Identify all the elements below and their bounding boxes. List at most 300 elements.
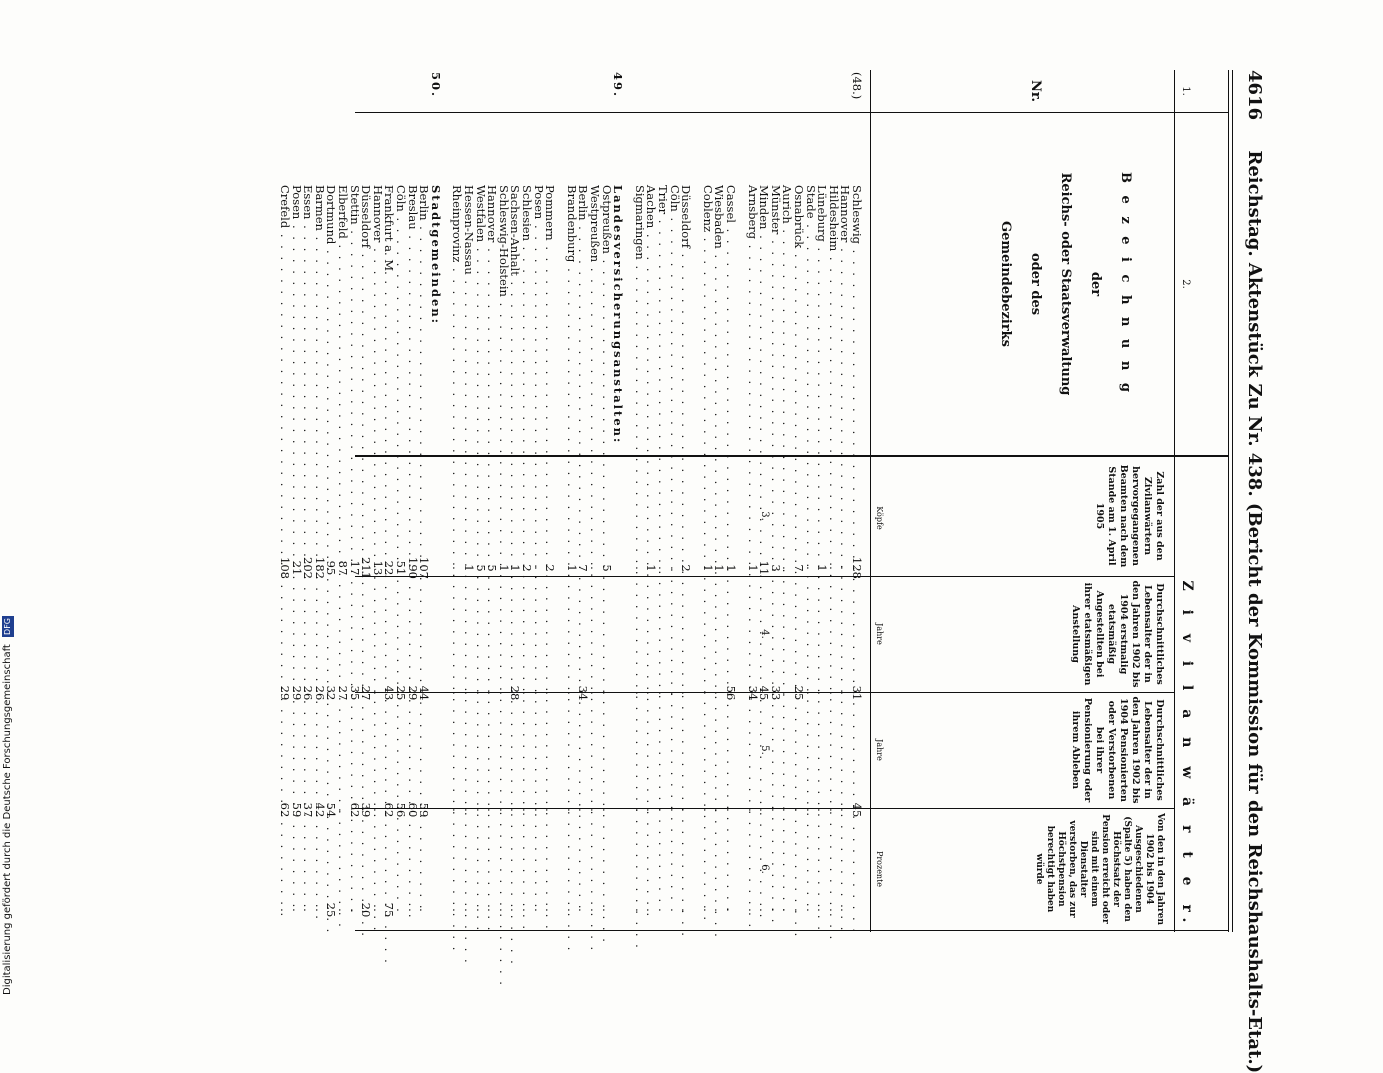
table-row xyxy=(279,70,291,930)
table-row xyxy=(577,70,589,930)
age-anstellung: . xyxy=(450,691,465,695)
count-beamte: . xyxy=(838,566,853,570)
row-label: Münster . . . xyxy=(770,185,782,515)
count-beamte: . xyxy=(632,566,647,570)
count-beamte: 1 xyxy=(745,564,760,572)
age-anstellung: . xyxy=(838,691,853,695)
count-beamte: 51 xyxy=(394,560,408,576)
age-pensionierung: . xyxy=(473,808,488,812)
age-anstellung: . xyxy=(370,691,385,695)
age-pensionierung: . xyxy=(588,808,602,812)
percent-hoechstpension: . xyxy=(780,908,795,912)
row-label: Westfalen . . . xyxy=(475,185,487,515)
age-anstellung: 27 xyxy=(359,685,374,701)
percent-hoechstpension: . xyxy=(564,908,579,912)
row-label: Lüneburg . . . xyxy=(816,185,828,515)
age-pensionierung: . xyxy=(520,808,534,812)
row-label: Stettin . . . xyxy=(349,185,361,515)
count-beamte: 3 xyxy=(768,564,783,572)
percent-hoechstpension: . xyxy=(826,908,841,912)
count-beamte: 87 xyxy=(336,560,350,576)
age-anstellung: . xyxy=(599,691,614,695)
table-row xyxy=(770,70,782,930)
count-beamte: . xyxy=(826,566,841,570)
unit-column-4: Jahre xyxy=(875,623,884,645)
age-anstellung: 34 xyxy=(576,685,591,701)
age-pensionierung: . xyxy=(700,808,715,812)
percent-hoechstpension: . xyxy=(667,908,682,912)
age-anstellung: . xyxy=(564,691,579,695)
column-number-1: 1. xyxy=(1180,86,1191,96)
dfg-logo: DFG xyxy=(3,618,12,635)
percent-hoechstpension: . xyxy=(543,908,558,912)
count-beamte: . xyxy=(656,566,670,570)
percent-hoechstpension: . xyxy=(700,908,715,912)
count-beamte: 1 xyxy=(496,564,511,572)
row-label: Schlesien . . . xyxy=(521,185,533,515)
section-number: 49. xyxy=(611,72,626,99)
page-header xyxy=(1237,70,1265,1073)
age-pensionierung: . xyxy=(780,808,795,812)
table-row xyxy=(725,70,737,930)
count-beamte: 1 xyxy=(724,564,738,572)
table-row xyxy=(521,70,533,930)
percent-hoechstpension: . xyxy=(768,908,783,912)
count-beamte: 1 xyxy=(462,564,476,572)
count-beamte: . xyxy=(803,566,818,570)
row-label: Aurich . . . xyxy=(781,185,793,515)
age-pensionierung: . xyxy=(656,808,670,812)
age-pensionierung: . xyxy=(679,808,694,812)
age-pensionierung: . xyxy=(485,808,500,812)
row-label: Westpreußen . . . xyxy=(589,185,601,515)
table-row xyxy=(793,70,805,930)
table-row xyxy=(805,70,817,930)
age-anstellung: . xyxy=(644,691,659,695)
age-pensionierung: 42 xyxy=(312,802,327,818)
percent-hoechstpension: . xyxy=(485,908,500,912)
age-anstellung: . xyxy=(473,691,488,695)
table-row xyxy=(337,70,349,930)
age-pensionierung: . xyxy=(644,808,659,812)
table-row xyxy=(372,70,384,930)
row-label: Elberfeld . . . xyxy=(337,185,349,515)
row-label: Berlin . . . xyxy=(577,185,589,515)
row-label: Hannover . . . xyxy=(486,185,498,515)
row-label: Ostpreußen . . . xyxy=(601,185,613,515)
age-pensionierung: . xyxy=(543,808,558,812)
count-beamte: 11 xyxy=(757,560,772,576)
age-pensionierung: 62 xyxy=(278,802,292,818)
header-bezeichnung-line4: oder des xyxy=(1028,252,1043,316)
age-pensionierung: 45 xyxy=(850,802,864,818)
table-row xyxy=(418,70,430,930)
section-number: (48.) xyxy=(850,72,864,100)
table-row xyxy=(544,70,556,930)
table-row xyxy=(634,70,646,930)
percent-hoechstpension: . xyxy=(278,908,292,912)
unit-column-3: Köpfe xyxy=(875,506,884,530)
table-row xyxy=(851,70,863,930)
section-title-row xyxy=(430,70,442,930)
table-row xyxy=(302,70,314,930)
percent-hoechstpension: . xyxy=(632,908,647,912)
table-row xyxy=(816,70,828,930)
count-beamte: 2 xyxy=(543,564,558,572)
count-beamte: . xyxy=(450,566,465,570)
row-label: Cöln . . . xyxy=(395,185,407,515)
row-label: Trier . . . xyxy=(657,185,669,515)
row-label: Hildesheim . . . xyxy=(828,185,840,515)
percent-hoechstpension: . xyxy=(712,908,727,912)
age-pensionierung: . xyxy=(838,808,853,812)
table-row xyxy=(828,70,840,930)
header-rule xyxy=(1232,70,1233,932)
header-bezeichnung-line2: der xyxy=(1088,271,1103,297)
table-row xyxy=(669,70,681,930)
age-pensionierung: . xyxy=(667,808,682,812)
page-title: Reichstag. Aktenstück Zu Nr. 438. (Bericht der Kommission für den Reichshaushalts-Etat.) xyxy=(1244,150,1265,1073)
row-label: Stade . . . xyxy=(805,185,817,515)
percent-hoechstpension: . xyxy=(792,908,806,912)
table-row xyxy=(498,70,510,930)
age-anstellung: 25 xyxy=(394,685,408,701)
table-row xyxy=(395,70,407,930)
table-row xyxy=(702,70,714,930)
percent-hoechstpension: . xyxy=(520,908,534,912)
age-anstellung: 44 xyxy=(417,685,432,701)
row-label: Düsseldorf . . . xyxy=(680,185,692,515)
age-pensionierung: 62 xyxy=(382,802,397,818)
table-row xyxy=(747,70,759,930)
age-pensionierung: . xyxy=(370,808,385,812)
age-anstellung: . xyxy=(520,691,534,695)
percent-hoechstpension: . xyxy=(417,908,432,912)
age-anstellung: 27 xyxy=(336,685,350,701)
percent-hoechstpension: . xyxy=(803,908,818,912)
count-beamte: 22 xyxy=(382,560,397,576)
row-label: Brandenburg . . . xyxy=(566,185,578,515)
count-beamte: 5 xyxy=(599,564,614,572)
percent-hoechstpension: . xyxy=(370,908,385,912)
percent-hoechstpension: . xyxy=(508,908,523,912)
row-label: Düsseldorf . . . xyxy=(360,185,372,515)
table-row xyxy=(407,70,419,930)
percent-hoechstpension: . xyxy=(336,908,350,912)
age-anstellung: 43 xyxy=(382,685,397,701)
count-beamte: 2 xyxy=(679,564,694,572)
age-pensionierung: . xyxy=(531,808,546,812)
credit-text: Digitalisierung gefördert durch die Deutsche Forschungsgemeinschaft xyxy=(2,644,13,995)
row-label: Sigmaringen . . . xyxy=(634,185,646,515)
age-anstellung: 29 xyxy=(278,685,292,701)
age-anstellung: . xyxy=(803,691,818,695)
age-anstellung: 34 xyxy=(745,685,760,701)
age-anstellung: . xyxy=(496,691,511,695)
header-bezeichnung-line3: Reichs- oder Staatsverwaltung xyxy=(1058,172,1073,396)
age-anstellung: . xyxy=(700,691,715,695)
column-number-4: 4. xyxy=(759,629,770,639)
percent-hoechstpension: 25 xyxy=(324,902,339,918)
row-label: Hannover . . . xyxy=(839,185,851,515)
age-pensionierung: . xyxy=(508,808,523,812)
age-pensionierung: . xyxy=(768,808,783,812)
table-row xyxy=(566,70,578,930)
age-anstellung: . xyxy=(679,691,694,695)
table-row xyxy=(314,70,326,930)
header-column-4: Durchschnittliches Lebensalter der in den Jahren 1902 bis 1904 erstmalig etatsmäßig Angestellten bei ihrer etatsmäßigen Anstellung xyxy=(1070,580,1165,688)
digitization-credit xyxy=(2,5,14,995)
table-row xyxy=(463,70,475,930)
row-label: Stadtgemeinden: xyxy=(428,185,443,325)
table-row xyxy=(758,70,770,930)
header-column-5: Durchschnittliches Lebensalter der in den Jahren 1902 bis 1904 Pensionierten oder Verstorbenen bei ihrer Pensionierung oder ihrem Ableben xyxy=(1070,696,1165,804)
row-label: Osnabrück . . . xyxy=(793,185,805,515)
row-label: Berlin . . . xyxy=(418,185,430,515)
row-label: Aachen . . . xyxy=(645,185,657,515)
age-pensionierung: 37 xyxy=(301,802,316,818)
table-row xyxy=(657,70,669,930)
table-row xyxy=(325,70,337,930)
age-pensionierung: . xyxy=(803,808,818,812)
percent-hoechstpension: . xyxy=(301,908,316,912)
age-anstellung: . xyxy=(531,691,546,695)
percent-hoechstpension: . xyxy=(405,908,420,912)
age-anstellung: 29 xyxy=(405,685,420,701)
percent-hoechstpension: . xyxy=(531,908,546,912)
age-pensionierung: . xyxy=(564,808,579,812)
count-beamte: 107 xyxy=(417,557,432,579)
header-zivilanwaerter: Z i v i l a n w ä r t e r. xyxy=(1179,580,1195,930)
count-beamte: 1 xyxy=(712,564,727,572)
count-beamte: 211 xyxy=(359,557,374,579)
row-label: Essen . . . xyxy=(302,185,314,515)
table-row xyxy=(713,70,725,930)
age-anstellung: 33 xyxy=(768,685,783,701)
age-anstellung: . xyxy=(588,691,602,695)
count-beamte: 17 xyxy=(347,560,362,576)
age-pensionierung: 56 xyxy=(394,802,408,818)
percent-hoechstpension: 75 xyxy=(382,902,397,918)
count-beamte: 1 xyxy=(508,564,523,572)
header-bezeichnung-line5: Gemeindebezirks xyxy=(998,220,1013,347)
header-rule-second xyxy=(1228,70,1229,932)
age-anstellung: 28 xyxy=(508,685,523,701)
count-beamte: 5 xyxy=(485,564,500,572)
age-pensionierung: . xyxy=(815,808,830,812)
percent-hoechstpension: . xyxy=(462,908,476,912)
table-row xyxy=(839,70,851,930)
count-beamte: . xyxy=(780,566,795,570)
age-anstellung: . xyxy=(826,691,841,695)
percent-hoechstpension: . xyxy=(656,908,670,912)
row-label: Schleswig-Holstein . . . xyxy=(498,185,510,515)
row-label: Crefeld . . . xyxy=(279,185,291,515)
age-pensionierung: 60 xyxy=(405,802,420,818)
age-anstellung: 26 xyxy=(301,685,316,701)
age-anstellung: 31 xyxy=(850,685,864,701)
percent-hoechstpension: 20 xyxy=(359,902,374,918)
table-row xyxy=(645,70,657,930)
column-number-3: 3. xyxy=(759,511,770,521)
age-anstellung: . xyxy=(667,691,682,695)
age-pensionierung: . xyxy=(336,808,350,812)
count-beamte: . xyxy=(531,566,546,570)
age-pensionierung: 59 xyxy=(289,802,304,818)
percent-hoechstpension: . xyxy=(347,908,362,912)
row-label: Sachsen-Anhalt . . . xyxy=(509,185,521,515)
count-beamte: 128 xyxy=(850,557,864,579)
percent-hoechstpension: . xyxy=(289,908,304,912)
age-pensionierung: . xyxy=(599,808,614,812)
age-pensionierung: . xyxy=(712,808,727,812)
header-nr: Nr. xyxy=(1028,79,1043,103)
row-label: Wiesbaden . . . xyxy=(713,185,725,515)
count-beamte: 1 xyxy=(644,564,659,572)
count-beamte: 95 xyxy=(324,560,339,576)
table-row xyxy=(291,70,303,930)
count-beamte: 202 xyxy=(301,557,316,579)
count-beamte: 5 xyxy=(473,564,488,572)
count-beamte: 7 xyxy=(792,564,806,572)
age-pensionierung: 54 xyxy=(324,802,339,818)
row-label: Barmen . . . xyxy=(314,185,326,515)
percent-hoechstpension: . xyxy=(757,908,772,912)
row-label: Minden . . . xyxy=(758,185,770,515)
percent-hoechstpension: . xyxy=(473,908,488,912)
age-anstellung: 29 xyxy=(289,685,304,701)
percent-hoechstpension: . xyxy=(724,908,738,912)
age-pensionierung: 39 xyxy=(359,802,374,818)
age-pensionierung: . xyxy=(757,808,772,812)
header-column-3: Zahl der aus den Zivilanwärtern hervorgegangenen Beamten nach dem Stande am 1. April 1905 xyxy=(1094,464,1165,568)
age-anstellung: 26 xyxy=(312,685,327,701)
age-pensionierung: . xyxy=(792,808,806,812)
age-anstellung: 45 xyxy=(757,685,772,701)
count-beamte: 1 xyxy=(815,564,830,572)
age-pensionierung: . xyxy=(450,808,465,812)
table-row xyxy=(589,70,601,930)
age-pensionierung: . xyxy=(462,808,476,812)
row-label: Coblenz . . . xyxy=(702,185,714,515)
table-row xyxy=(383,70,395,930)
age-pensionierung: . xyxy=(745,808,760,812)
row-label: Pommern . . . xyxy=(544,185,556,515)
table-row xyxy=(486,70,498,930)
percent-hoechstpension: . xyxy=(815,908,830,912)
row-label: Hessen-Nassau . . . xyxy=(463,185,475,515)
row-label: Posen . . . xyxy=(291,185,303,515)
table-row xyxy=(451,70,463,930)
row-label: Breslau . . . xyxy=(407,185,419,515)
column-header-rule xyxy=(870,70,871,932)
age-anstellung: . xyxy=(712,691,727,695)
count-beamte: . xyxy=(667,566,682,570)
table-row xyxy=(349,70,361,930)
age-anstellung: 56 xyxy=(724,685,738,701)
count-beamte: 1 xyxy=(564,564,579,572)
row-label: Hannover . . . xyxy=(372,185,384,515)
table-row xyxy=(360,70,372,930)
row-label: Dortmund . . . xyxy=(325,185,337,515)
count-beamte: 182 xyxy=(312,557,327,579)
percent-hoechstpension: . xyxy=(312,908,327,912)
column-number-6: 6. xyxy=(759,864,770,874)
percent-hoechstpension: . xyxy=(496,908,511,912)
percent-hoechstpension: . xyxy=(644,908,659,912)
unit-column-6: Prozente xyxy=(875,850,884,888)
row-label: Arnsberg . . . xyxy=(747,185,759,515)
column-number-5: 5. xyxy=(759,745,770,755)
row-label: Rheinprovinz . . . xyxy=(451,185,463,515)
count-beamte: 13 xyxy=(370,560,385,576)
table-row xyxy=(680,70,692,930)
count-beamte: 7 xyxy=(576,564,591,572)
header-bezeichnung-line1: B e z e i c h n u n g xyxy=(1118,172,1133,396)
age-anstellung: 25 xyxy=(792,685,806,701)
age-anstellung: . xyxy=(632,691,647,695)
row-label: Cassel . . . xyxy=(725,185,737,515)
column-number-2: 2. xyxy=(1180,279,1191,289)
count-beamte: . xyxy=(588,566,602,570)
count-beamte: 190 xyxy=(405,557,420,579)
percent-hoechstpension: . xyxy=(745,908,760,912)
age-pensionierung: . xyxy=(632,808,647,812)
age-anstellung: . xyxy=(462,691,476,695)
section-title-row xyxy=(612,70,624,930)
count-beamte: 108 xyxy=(278,557,292,579)
table-row xyxy=(781,70,793,930)
percent-hoechstpension: . xyxy=(679,908,694,912)
header-column-6: Von den in den Jahren 1902 bis 1904 Ausgeschiedenen (Spalte 5) haben den Höchstsatz der Pension erreicht oder sind mit einem Dienstalter verstorben, das zur Höchstpension berechtigt haben würde xyxy=(1034,813,1165,925)
age-pensionierung: 62 xyxy=(347,802,362,818)
age-anstellung: . xyxy=(780,691,795,695)
age-pensionierung: 59 xyxy=(417,802,432,818)
section-number: 50. xyxy=(428,72,443,99)
row-label: Frankfurt a. M. . . . xyxy=(383,185,395,515)
age-anstellung: . xyxy=(485,691,500,695)
row-label: Cöln . . . xyxy=(669,185,681,515)
table-row xyxy=(601,70,613,930)
age-anstellung: 35 xyxy=(347,685,362,701)
percent-hoechstpension: . xyxy=(576,908,591,912)
age-pensionierung: . xyxy=(724,808,738,812)
table-row xyxy=(475,70,487,930)
age-anstellung: . xyxy=(656,691,670,695)
percent-hoechstpension: . xyxy=(450,908,465,912)
percent-hoechstpension: . xyxy=(599,908,614,912)
age-anstellung: 32 xyxy=(324,685,339,701)
unit-column-5: Jahre xyxy=(875,739,884,761)
age-anstellung: . xyxy=(543,691,558,695)
count-beamte: 21 xyxy=(289,560,304,576)
percent-hoechstpension: . xyxy=(588,908,602,912)
age-pensionierung: . xyxy=(826,808,841,812)
count-beamte: 2 xyxy=(520,564,534,572)
row-label: Posen . . . xyxy=(533,185,545,515)
age-anstellung: . xyxy=(815,691,830,695)
percent-hoechstpension: . xyxy=(838,908,853,912)
table-row xyxy=(509,70,521,930)
row-label: Schleswig . . . xyxy=(851,185,863,515)
age-pensionierung: . xyxy=(496,808,511,812)
row-label: Landesversicherungsanstalten: xyxy=(611,185,626,445)
age-pensionierung: . xyxy=(576,808,591,812)
table-row xyxy=(533,70,545,930)
page-number: 4616 xyxy=(1244,70,1265,121)
percent-hoechstpension: . xyxy=(394,908,408,912)
count-beamte: 1 xyxy=(700,564,715,572)
